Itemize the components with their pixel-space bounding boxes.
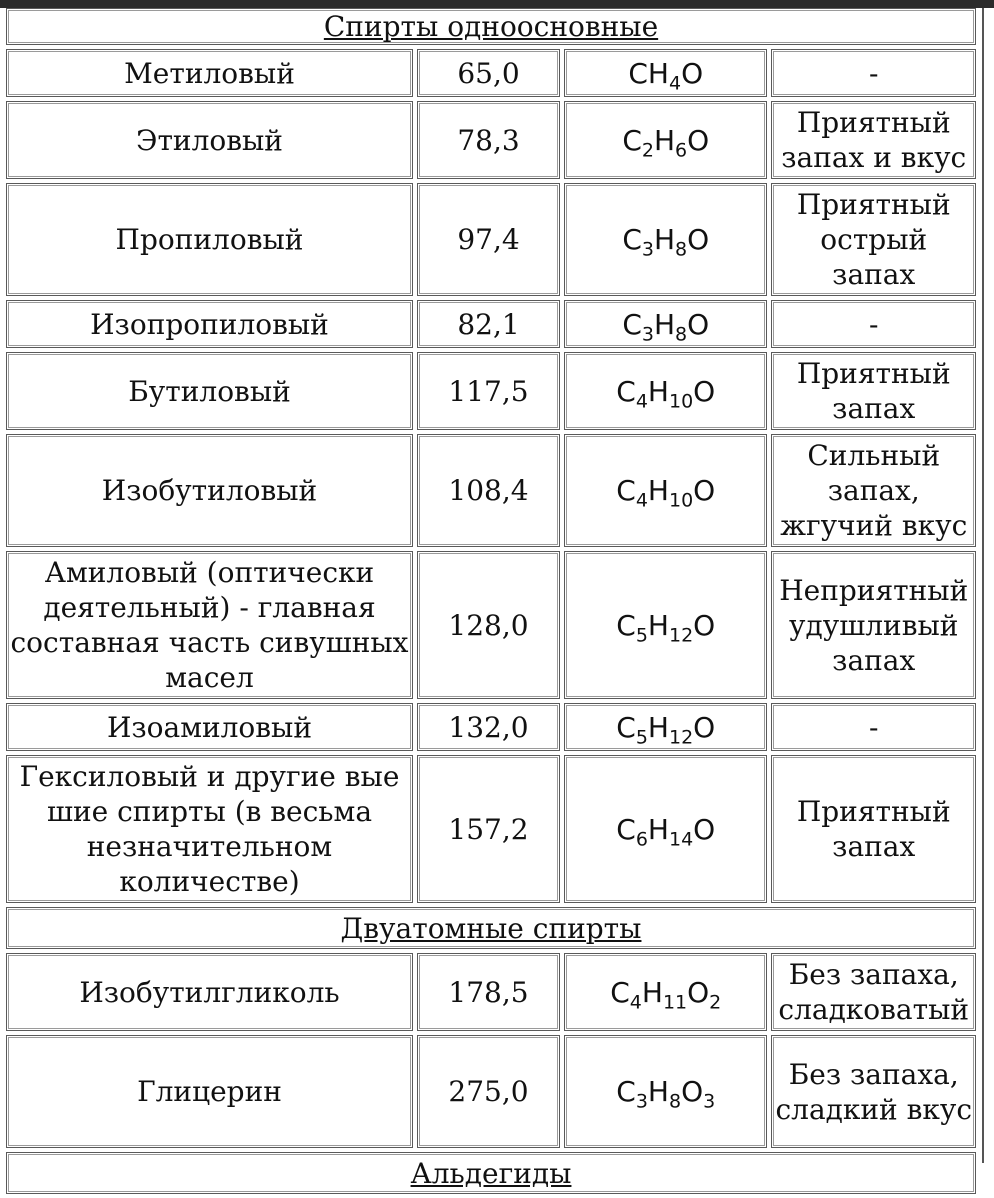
formula-subscript: 8 bbox=[668, 1090, 682, 1113]
table-frame bbox=[0, 8, 984, 1190]
section-header-row bbox=[6, 1152, 976, 1194]
substance-name: Этиловый bbox=[6, 101, 413, 179]
description: Сильный запах, жгучий вкус bbox=[771, 434, 976, 547]
substance-name: Гексиловый и другие вые шие спирты (в весьма незначительном количестве) bbox=[6, 755, 413, 903]
table-row bbox=[6, 703, 976, 751]
substance-name: Глицерин bbox=[6, 1035, 413, 1148]
formula-subscript: 8 bbox=[675, 323, 688, 346]
formula-subscript: 4 bbox=[629, 991, 642, 1014]
formula-subscript: 5 bbox=[635, 726, 648, 749]
chemical-formula: $C_2H_6O$ bbox=[564, 101, 767, 179]
table-row bbox=[6, 551, 976, 699]
formula-subscript: 11 bbox=[662, 991, 688, 1014]
description: - bbox=[771, 703, 976, 751]
formula-subscript: 12 bbox=[668, 624, 694, 647]
boiling-point: 82,1 bbox=[417, 300, 560, 348]
formula-subscript: 2 bbox=[641, 139, 654, 162]
substance-name: Амиловый (оптически деятельный) - главная составная часть сивушных масел bbox=[6, 551, 413, 699]
description: Приятный запах bbox=[771, 755, 976, 903]
boiling-point: 178,5 bbox=[417, 953, 560, 1031]
table-row bbox=[6, 183, 976, 296]
table-row bbox=[6, 352, 976, 430]
formula-subscript: 3 bbox=[703, 1090, 716, 1113]
substance-name: Изобутиловый bbox=[6, 434, 413, 547]
substance-name: Изоамиловый bbox=[6, 703, 413, 751]
section-header-row bbox=[6, 907, 976, 949]
chemical-formula: $C_4H_{11}O_2$ bbox=[564, 953, 767, 1031]
formula-subscript: 4 bbox=[635, 390, 648, 413]
chemical-formula: $CH_4O$ bbox=[564, 49, 767, 97]
description: Приятный запах bbox=[771, 352, 976, 430]
description: - bbox=[771, 49, 976, 97]
substance-name: Изобутилгликоль bbox=[6, 953, 413, 1031]
section-header-row bbox=[6, 8, 976, 45]
description: - bbox=[771, 300, 976, 348]
description: Без запаха, сладковатый bbox=[771, 953, 976, 1031]
table-row bbox=[6, 1035, 976, 1148]
chemical-formula: $C_4H_{10}O$ bbox=[564, 434, 767, 547]
boiling-point: 78,3 bbox=[417, 101, 560, 179]
boiling-point: 128,0 bbox=[417, 551, 560, 699]
boiling-point: 65,0 bbox=[417, 49, 560, 97]
substance-name: Бутиловый bbox=[6, 352, 413, 430]
chemical-formula: $C_3H_8O_3$ bbox=[564, 1035, 767, 1148]
section-title: Спирты одноосновные bbox=[6, 8, 976, 45]
boiling-point: 97,4 bbox=[417, 183, 560, 296]
table-row bbox=[6, 434, 976, 547]
description: Без запаха, сладкий вкус bbox=[771, 1035, 976, 1148]
chemical-formula: $C_5H_{12}O$ bbox=[564, 551, 767, 699]
boiling-point: 108,4 bbox=[417, 434, 560, 547]
formula-subscript: 14 bbox=[668, 828, 694, 851]
formula-subscript: 3 bbox=[641, 238, 654, 261]
formula-subscript: 12 bbox=[668, 726, 694, 749]
table-row bbox=[6, 300, 976, 348]
formula-subscript: 3 bbox=[641, 323, 654, 346]
table-row bbox=[6, 101, 976, 179]
description: Приятный запах и вкус bbox=[771, 101, 976, 179]
formula-subscript: 5 bbox=[635, 624, 648, 647]
boiling-point: 157,2 bbox=[417, 755, 560, 903]
formula-subscript: 10 bbox=[668, 489, 694, 512]
formula-subscript: 4 bbox=[635, 489, 648, 512]
chemical-formula: $C_6H_{14}O$ bbox=[564, 755, 767, 903]
boiling-point: 275,0 bbox=[417, 1035, 560, 1148]
chemical-formula: $C_3H_8O$ bbox=[564, 183, 767, 296]
chemical-formula: $C_4H_{10}O$ bbox=[564, 352, 767, 430]
substance-name: Изопропиловый bbox=[6, 300, 413, 348]
boiling-point: 132,0 bbox=[417, 703, 560, 751]
section-title: Двуатомные спирты bbox=[6, 907, 976, 949]
table-row bbox=[6, 755, 976, 903]
description: Неприятный удушливый запах bbox=[771, 551, 976, 699]
formula-subscript: 2 bbox=[709, 991, 722, 1014]
formula-subscript: 10 bbox=[668, 390, 694, 413]
chemical-formula: $C_3H_8O$ bbox=[564, 300, 767, 348]
table-row bbox=[6, 953, 976, 1031]
formula-subscript: 8 bbox=[675, 238, 688, 261]
formula-subscript: 3 bbox=[635, 1090, 648, 1113]
formula-subscript: 6 bbox=[635, 828, 648, 851]
substance-name: Пропиловый bbox=[6, 183, 413, 296]
boiling-point: 117,5 bbox=[417, 352, 560, 430]
formula-subscript: 6 bbox=[675, 139, 688, 162]
table-row bbox=[6, 49, 976, 97]
section-title: Альдегиды bbox=[6, 1152, 976, 1194]
formula-subscript: 4 bbox=[668, 72, 682, 95]
substance-name: Метиловый bbox=[6, 49, 413, 97]
chemical-formula: $C_5H_{12}O$ bbox=[564, 703, 767, 751]
description: Приятный острый запах bbox=[771, 183, 976, 296]
alcohols-table bbox=[2, 4, 980, 1198]
